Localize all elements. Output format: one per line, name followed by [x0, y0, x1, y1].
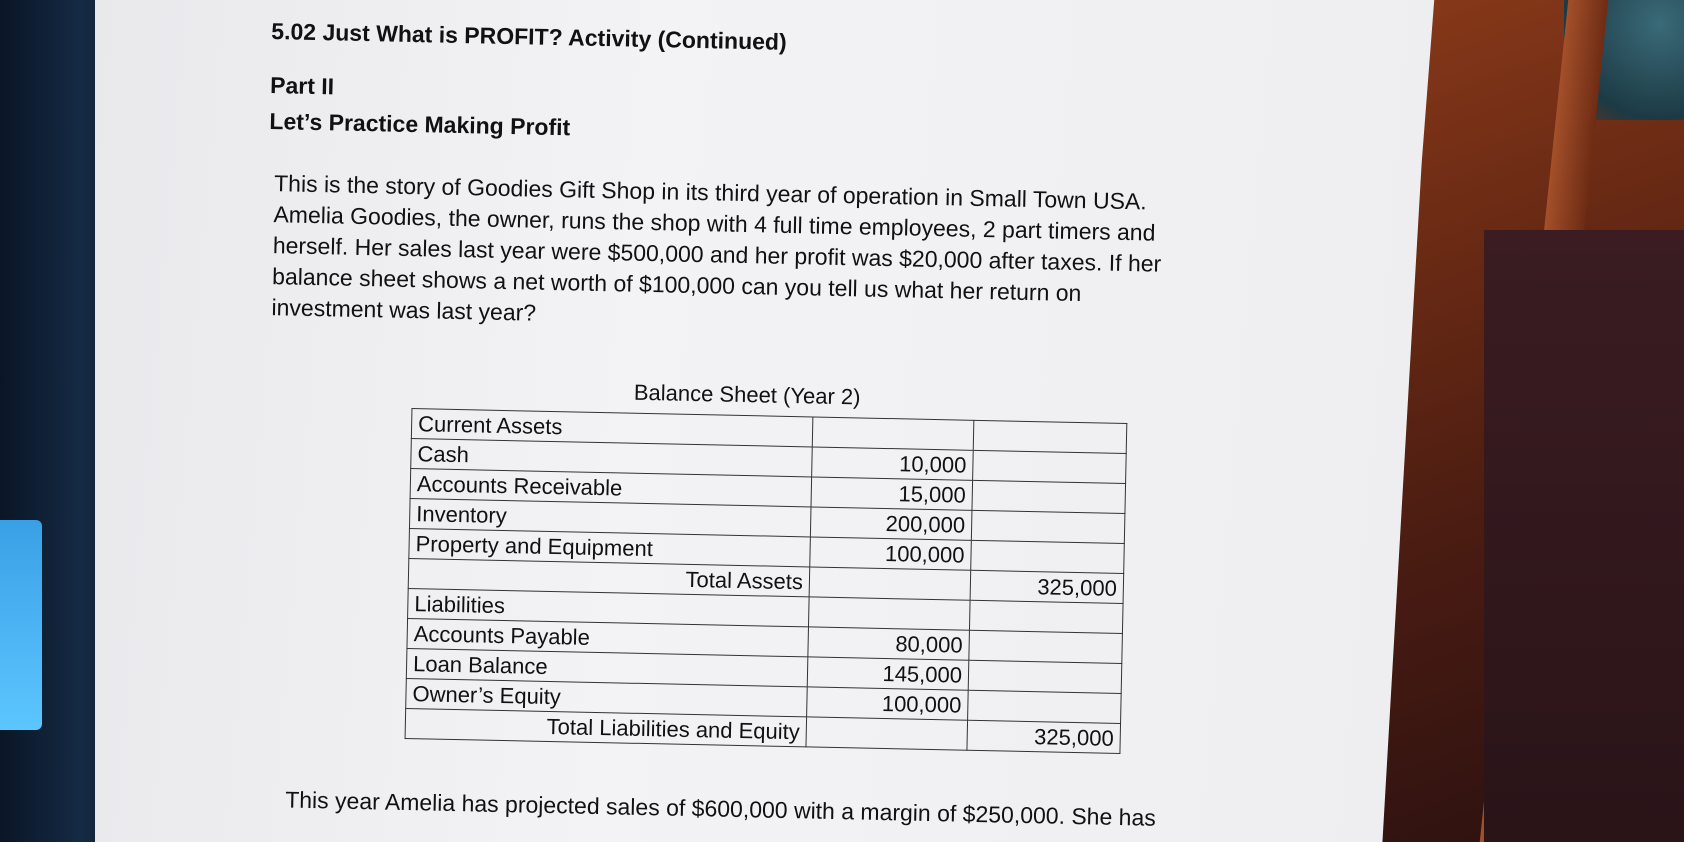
row-value: 145,000: [807, 657, 969, 690]
row-value: 10,000: [812, 447, 974, 480]
document-content: [252, 0, 1349, 842]
row-label: Total Liabilities and Equity: [405, 708, 807, 746]
row-value: 100,000: [810, 537, 972, 570]
row-value: 100,000: [807, 687, 969, 720]
balance-sheet-table: [405, 408, 1128, 754]
document-title: 5.02 Just What is PROFIT? Activity (Continued): [271, 18, 787, 55]
section-subtitle: Let’s Practice Making Profit: [269, 108, 571, 141]
row-label: Inventory: [409, 499, 811, 537]
row-total: [968, 690, 1122, 723]
row-label: Liabilities: [408, 589, 810, 627]
row-label: Total Assets: [408, 559, 810, 597]
wooden-frame-shadow: [1484, 230, 1684, 842]
row-value: [808, 597, 970, 630]
row-label: Owner’s Equity: [406, 679, 808, 717]
part-heading: Part II: [269, 72, 335, 100]
row-value: 15,000: [811, 477, 973, 510]
row-label: Cash: [411, 439, 813, 477]
row-total: [968, 660, 1122, 693]
balance-sheet-title: Balance Sheet (Year 2): [633, 379, 861, 410]
row-value: [806, 717, 968, 750]
row-total: [973, 450, 1127, 483]
row-value: [809, 567, 971, 600]
row-total: [969, 600, 1123, 633]
row-label: Property and Equipment: [409, 529, 811, 567]
row-total: [971, 540, 1125, 573]
story-paragraph: This is the story of Goodies Gift Shop in its third year of operation in Small Town USA. Amelia Goodies, the owner, runs the shop with 4 full time employees, 2 part timers and herself. Her sales last year were $500,000 and her profit was $20,000 after taxes. If her balance sheet shows a net worth of $100,000 can you tell us what her return on investment was last year?: [271, 170, 1162, 326]
row-label: Current Assets: [411, 409, 813, 447]
row-total: 325,000: [967, 720, 1121, 753]
row-label: Loan Balance: [406, 649, 808, 687]
continuation-paragraph: This year Amelia has projected sales of $600,000 with a margin of $250,000. She has: [284, 786, 1157, 831]
row-label: Accounts Receivable: [410, 469, 812, 507]
row-value: [812, 417, 974, 450]
row-total: 325,000: [970, 570, 1124, 603]
row-total: [969, 630, 1123, 663]
row-total: [971, 510, 1125, 543]
row-total: [972, 480, 1126, 513]
row-label: Accounts Payable: [407, 619, 809, 657]
device-screen: [0, 520, 42, 730]
row-value: 200,000: [810, 507, 972, 540]
row-value: 80,000: [808, 627, 970, 660]
row-total: [973, 420, 1127, 453]
